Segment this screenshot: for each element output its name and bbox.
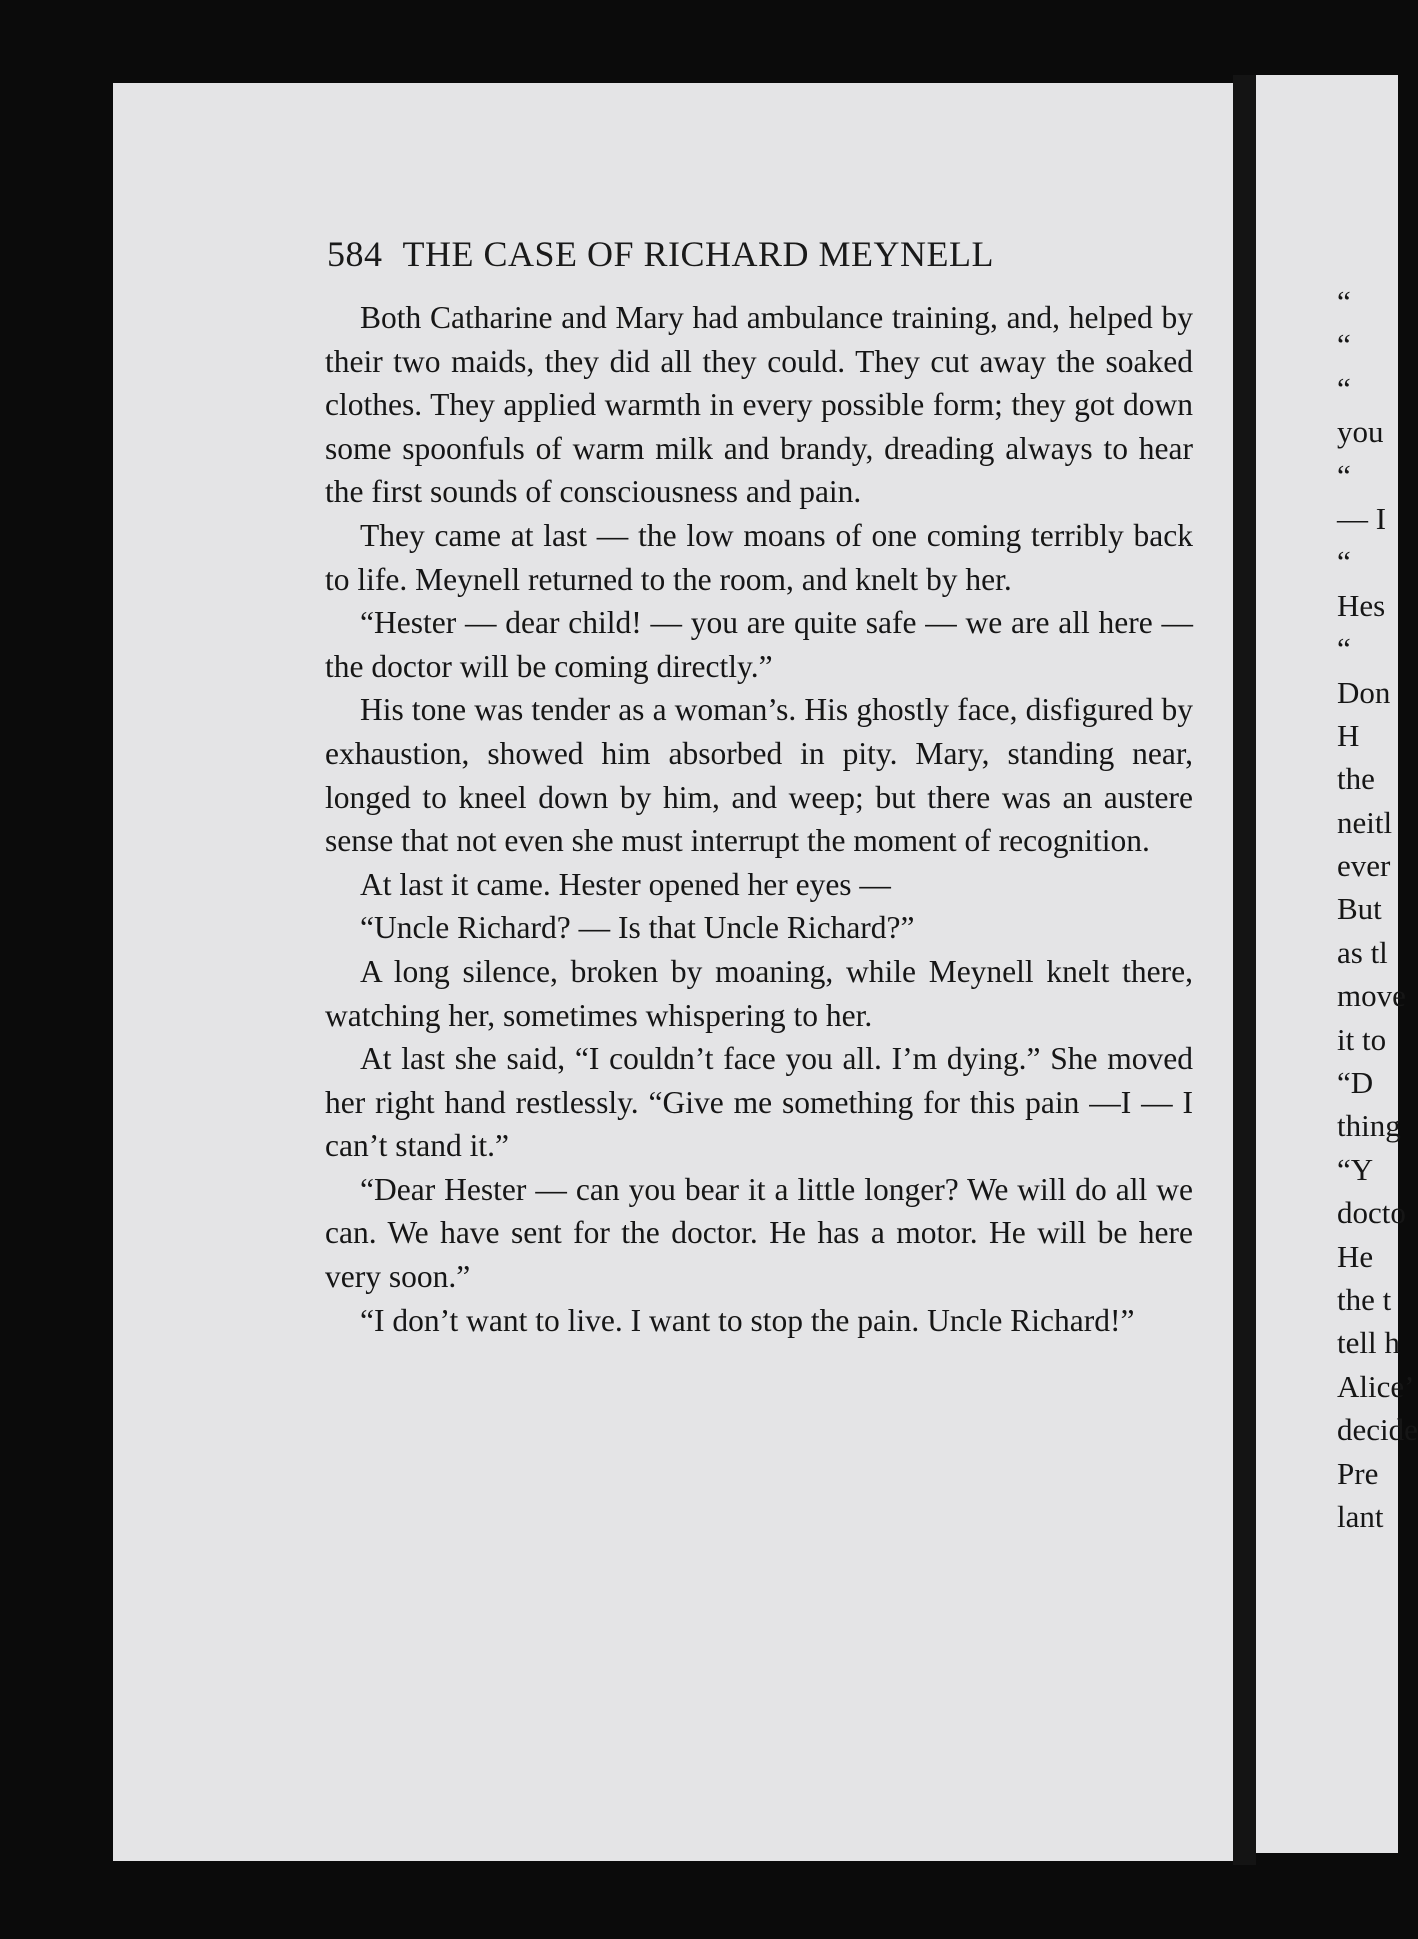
paragraph: They came at last — the low moans of one coming terribly back to life. Meynell returned to the room, and knelt by her. <box>325 517 1193 597</box>
running-header <box>327 233 994 275</box>
facing-page-line-fragment: He <box>1337 1238 1374 1274</box>
facing-page-line-fragment: But <box>1337 891 1382 927</box>
paragraph: At last it came. Hester opened her eyes — <box>360 866 891 902</box>
facing-page-line-fragment: neitl <box>1337 804 1393 840</box>
running-head-title: THE CASE OF RICHARD MEYNELL <box>402 234 995 274</box>
facing-page-line-fragment: H <box>1337 717 1360 753</box>
facing-page-line-fragment: “ <box>1337 631 1351 667</box>
facing-page-line-fragment: decide <box>1337 1412 1418 1448</box>
facing-page-line-fragment: “ <box>1337 284 1351 319</box>
facing-page-line-fragment: you <box>1337 414 1384 450</box>
facing-page-line-fragment: Hes <box>1337 587 1386 623</box>
facing-page-line-fragment: “D <box>1337 1065 1374 1101</box>
facing-page-line-fragment: it to <box>1337 1021 1387 1057</box>
facing-page-line-fragment: Don <box>1337 674 1391 710</box>
facing-page-line-fragment: “Y <box>1337 1151 1374 1187</box>
facing-page-line-fragment: ever <box>1337 848 1391 884</box>
facing-page-line-fragment: “ <box>1337 544 1351 580</box>
paragraph: At last she said, “I couldn’t face you all. I’m dying.” She moved her right hand restlessly. “Give me something for this pain —I — I can’t stand it.” <box>325 1041 1193 1164</box>
facing-page-line-fragment: as tl <box>1337 934 1388 970</box>
book-gutter <box>1233 75 1256 1865</box>
facing-page-line-fragment: thing <box>1337 1108 1401 1144</box>
facing-page-line-fragment: move <box>1337 978 1406 1014</box>
paragraph: “Dear Hester — can you bear it a little longer? We will do all we can. We have sent for the doctor. He has a motor. He will be here very soon.” <box>325 1171 1193 1295</box>
facing-page-line-fragment: the <box>1337 761 1375 797</box>
facing-page-line-fragment: tell h <box>1337 1325 1400 1361</box>
facing-page-text-fragments <box>1337 280 1418 1538</box>
paragraph: A long silence, broken by moaning, while Meynell knelt there, watching her, sometimes whispering to her. <box>325 953 1193 1033</box>
facing-page-line-fragment: “ <box>1337 457 1351 493</box>
facing-page-line-fragment: docto <box>1337 1195 1406 1231</box>
paragraph: “I don’t want to live. I want to stop the pain. Uncle Richard!” <box>360 1302 1135 1338</box>
facing-page-line-fragment: Alice’ <box>1337 1368 1415 1404</box>
facing-page-line-fragment: the t <box>1337 1281 1392 1317</box>
facing-page-line-fragment: — I <box>1337 500 1387 536</box>
paragraph: “Hester — dear child! — you are quite safe — we are all here — the doctor will be coming directly.” <box>325 605 1193 684</box>
facing-page-line-fragment: “ <box>1337 370 1351 406</box>
facing-page-line-fragment: Pre <box>1337 1455 1379 1491</box>
paragraph: His tone was tender as a woman’s. His ghostly face, disfigured by exhaustion, showed him absorbed in pity. Mary, standing near, longed to kneel down by him, and weep; but there was an austere sense that not even she must interrupt the moment of recognition. <box>325 692 1193 859</box>
paragraph: Both Catharine and Mary had ambulance training, and, helped by their two maids, they did all they could. They cut away the soaked clothes. They applied warmth in every possible form; they got down some spoonfuls of warm milk and brandy, dreading always to hear the first sounds of consciousness and pain. <box>325 300 1193 510</box>
page-number: 584 <box>327 234 383 274</box>
facing-page-line-fragment: “ <box>1337 327 1351 363</box>
facing-page-line-fragment: lant <box>1337 1498 1384 1534</box>
page-body <box>325 296 1193 1342</box>
paragraph: “Uncle Richard? — Is that Uncle Richard?” <box>360 910 915 946</box>
